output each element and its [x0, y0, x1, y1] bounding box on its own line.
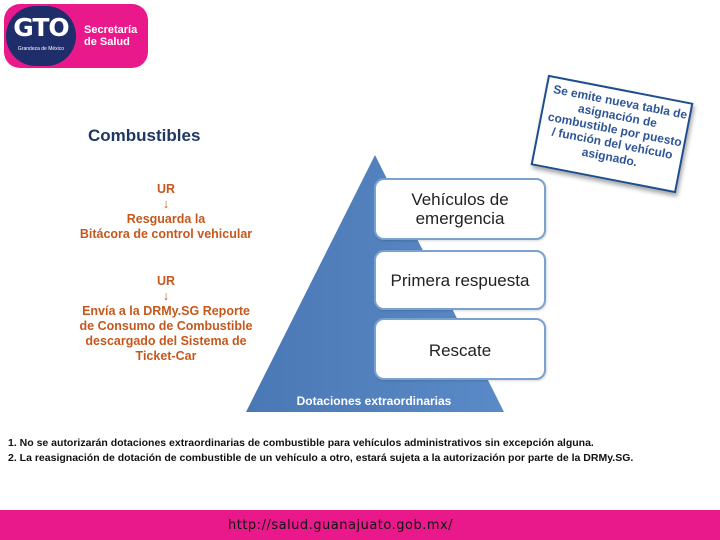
down-arrow-icon: ↓ — [162, 289, 170, 303]
ur-body-line: Envía a la DRMy.SG Reporte — [82, 304, 250, 318]
level-label: Vehículos de emergencia — [411, 190, 509, 228]
level-label: Rescate — [428, 341, 492, 360]
pyramid-level-primera-respuesta — [374, 250, 546, 310]
org-line-1: Secretaría — [84, 24, 138, 36]
gto-subtitle: Grandeza de México — [17, 46, 65, 52]
ur-label: UR — [156, 274, 176, 288]
pyramid-level-rescate — [374, 318, 546, 380]
notes-list — [8, 436, 633, 466]
pyramid-base-label: Dotaciones extraordinarias — [296, 394, 452, 408]
gto-mark: GTO — [13, 13, 69, 42]
ur-body-line: descargado del Sistema de — [85, 334, 247, 348]
ur-label: UR — [156, 182, 176, 196]
level-label: Primera respuesta — [390, 271, 530, 290]
note-item: 1. No se autorizarán dotaciones extraordinarias de combustible para vehículos administrativos sin excepción alguna. — [8, 437, 594, 449]
footer-bar — [0, 510, 720, 540]
footer-url-link[interactable]: http://salud.guanajuato.gob.mx/ — [228, 518, 454, 533]
pyramid-level-vehiculos-emergencia — [374, 178, 546, 240]
down-arrow-icon: ↓ — [162, 197, 170, 211]
org-line-2: de Salud — [84, 36, 130, 48]
ur-body-line: Ticket-Car — [135, 349, 197, 363]
page-title: Combustibles — [88, 126, 201, 145]
ur-body-line: Resguarda la — [126, 212, 206, 226]
note-item: 2. La reasignación de dotación de combustible de un vehículo a otro, estará sujeta a la autorización por parte de la DRMy.SG. — [8, 452, 634, 464]
ur-body-line: de Consumo de Combustible — [79, 319, 253, 333]
callout-text: Se emite nueva tabla de asignación de combustible por puesto / función del vehículo asignado. — [546, 82, 689, 170]
ur-body-line: Bitácora de control vehicular — [79, 227, 253, 241]
